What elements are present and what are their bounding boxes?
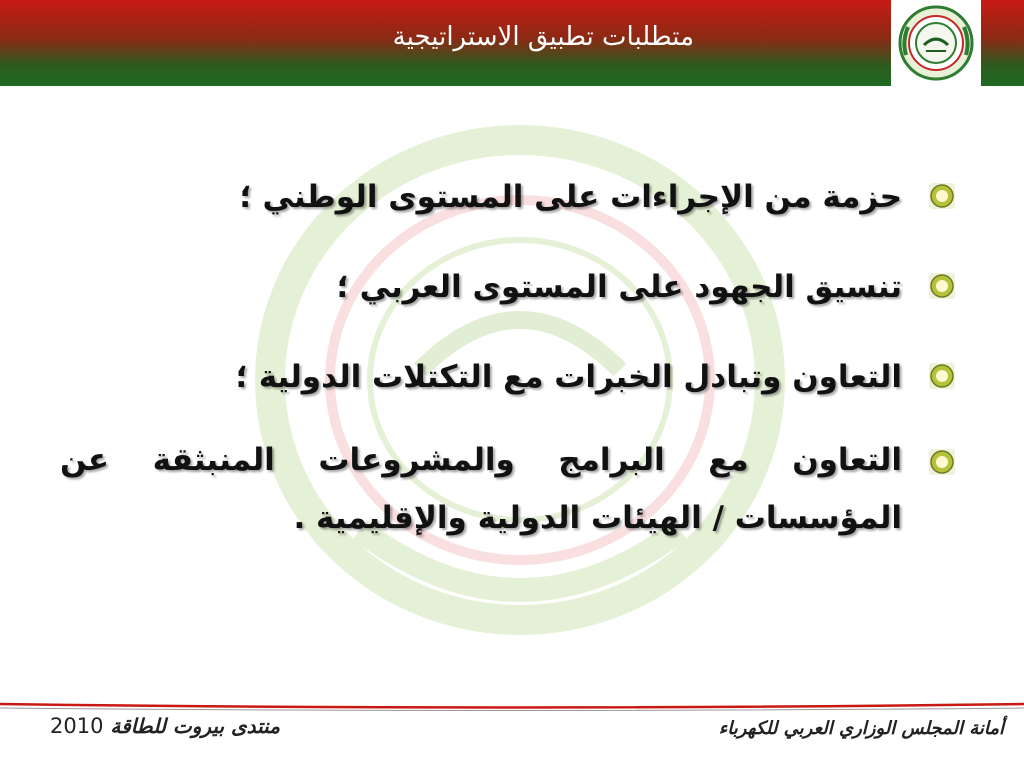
bullet-emblem-icon bbox=[928, 182, 956, 210]
footer-forum-text: منتدى بيروت للطاقة bbox=[110, 714, 280, 738]
bullet-item bbox=[60, 255, 960, 319]
bullet-emblem-icon bbox=[928, 448, 956, 476]
bullet-emblem-icon bbox=[928, 272, 956, 300]
footer-forum bbox=[50, 714, 280, 738]
bullet-item bbox=[60, 165, 960, 229]
page-title: متطلبات تطبيق الاستراتيجية bbox=[392, 22, 694, 52]
bullet-text: التعاون وتبادل الخبرات مع التكتلات الدولية ؛ bbox=[235, 359, 902, 395]
footer-year: 2010 bbox=[50, 714, 104, 738]
bullet-item bbox=[60, 345, 960, 409]
bullet-text: التعاون مع البرامج والمشروعات المنبثقة عن المؤسسات / الهيئات الدولية والإقليمية . bbox=[60, 442, 902, 536]
header-banner bbox=[0, 0, 1024, 86]
header-right-strip bbox=[981, 0, 1024, 86]
bullet-text: تنسيق الجهود على المستوى العربي ؛ bbox=[336, 269, 902, 305]
footer-secretariat: أمانة المجلس الوزاري العربي للكهرباء bbox=[718, 718, 1004, 739]
bullet-list bbox=[60, 165, 960, 573]
footer-divider bbox=[0, 702, 1024, 712]
arab-league-emblem-icon bbox=[896, 3, 976, 83]
bullet-item bbox=[60, 431, 960, 547]
logo-container bbox=[891, 0, 981, 86]
bullet-text: حزمة من الإجراءات على المستوى الوطني ؛ bbox=[239, 179, 902, 215]
bullet-emblem-icon bbox=[928, 362, 956, 390]
